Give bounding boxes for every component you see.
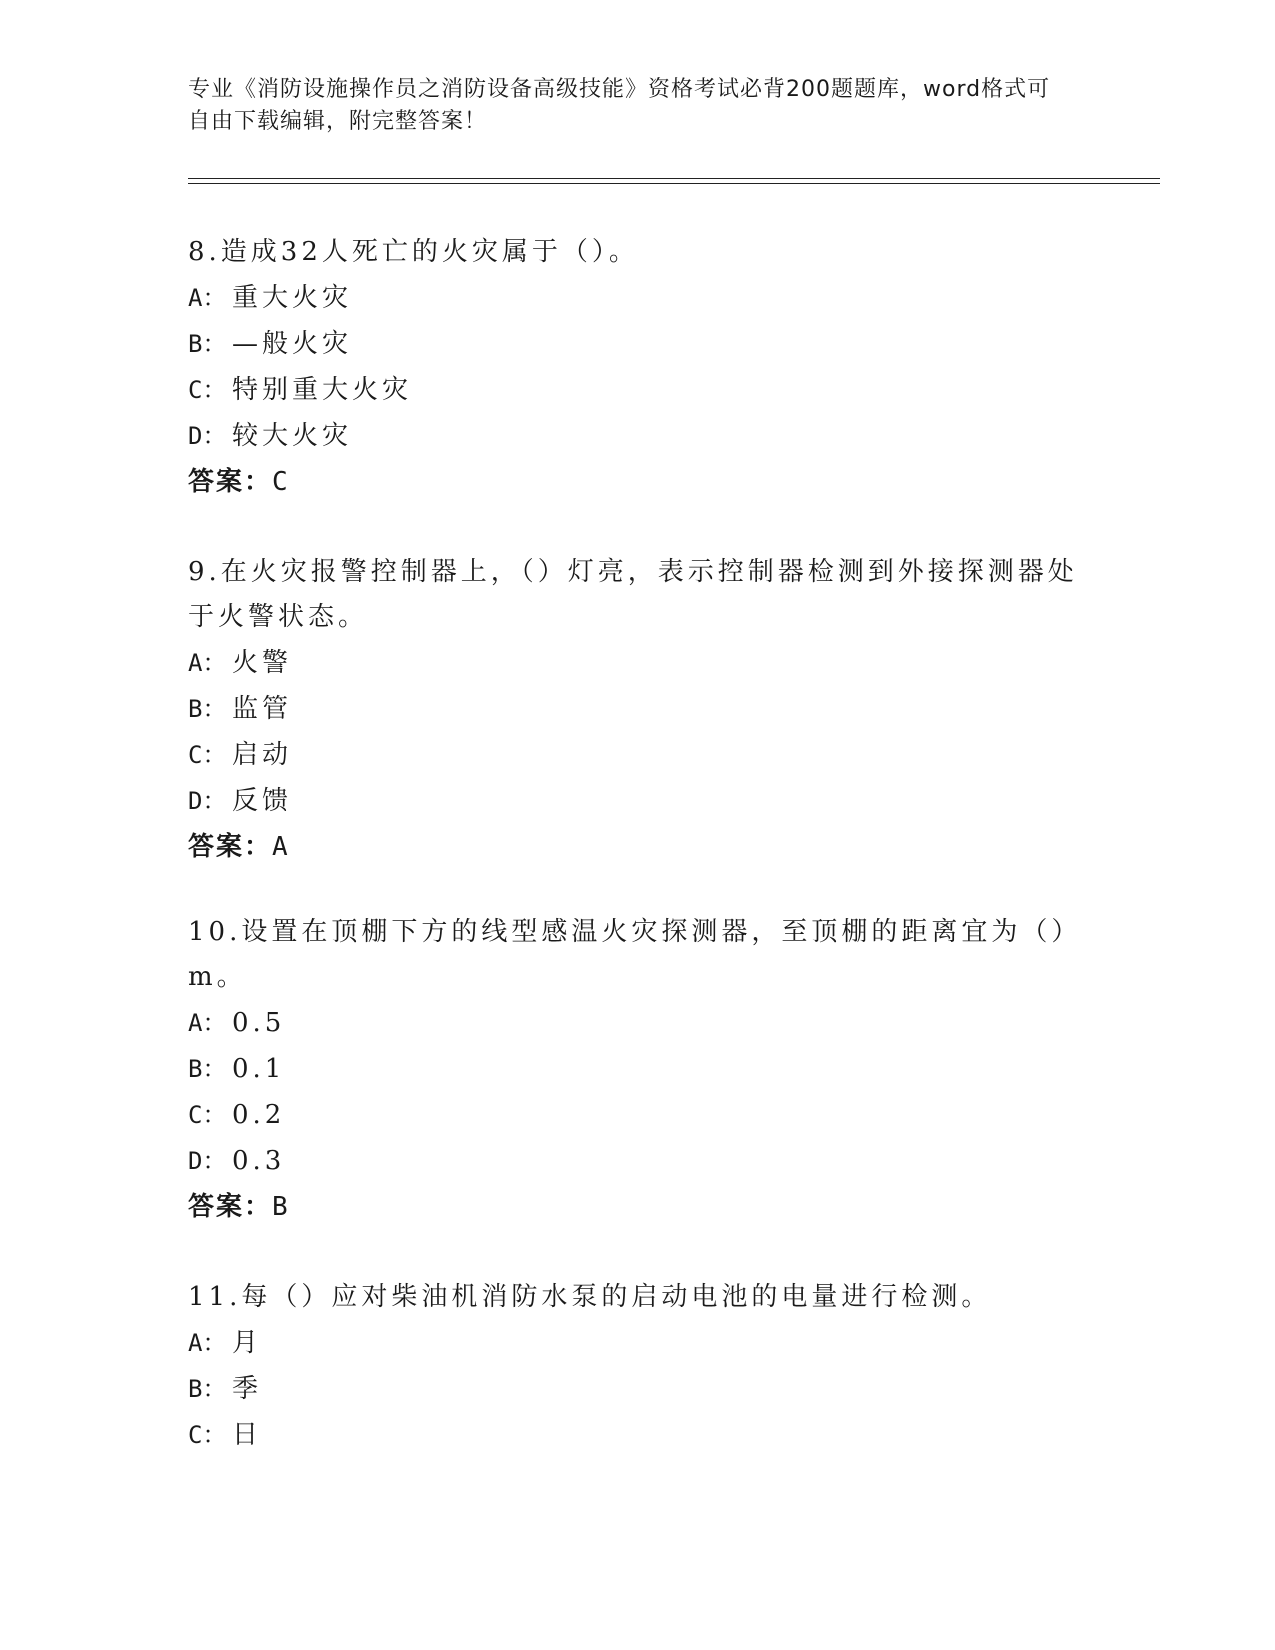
option-b: B： 季	[188, 1374, 263, 1404]
question-block	[188, 910, 1078, 1230]
answer-line: 答案：C	[188, 467, 288, 497]
option-b: B： 0.1	[188, 1054, 286, 1084]
option-c: C： 启动	[188, 740, 293, 770]
option-a: A： 月	[188, 1328, 263, 1358]
question-text: 9.在火灾报警控制器上，（）灯亮，表示控制器检测到外接探测器处于火警状态。	[188, 557, 1078, 632]
question-block	[188, 550, 1078, 870]
document-header: 专业《消防设施操作员之消防设备高级技能》资格考试必背200题题库，word格式可自由下载编辑，附完整答案！	[188, 77, 1051, 134]
header-divider-double	[188, 183, 1160, 184]
option-d: D： 反馈	[188, 786, 293, 816]
option-a: A： 火警	[188, 648, 293, 678]
option-c: C： 0.2	[188, 1100, 286, 1130]
option-b: B： 监管	[188, 694, 293, 724]
option-b: B： —般火灾	[188, 329, 353, 359]
option-a: A： 0.5	[188, 1008, 286, 1038]
question-text: 8.造成32人死亡的火灾属于（）。	[188, 237, 639, 267]
option-c: C： 日	[188, 1420, 263, 1450]
header-divider	[188, 178, 1160, 179]
question-text: 10.设置在顶棚下方的线型感温火灾探测器，至顶棚的距离宜为（）m。	[188, 917, 1069, 992]
answer-line: 答案：A	[188, 832, 288, 862]
question-block	[188, 1275, 1078, 1458]
answer-line: 答案：B	[188, 1192, 288, 1222]
option-d: D： 较大火灾	[188, 421, 353, 451]
question-text: 11.每（）应对柴油机消防水泵的启动电池的电量进行检测。	[188, 1282, 992, 1312]
option-d: D： 0.3	[188, 1146, 286, 1176]
option-a: A： 重大火灾	[188, 283, 353, 313]
option-c: C： 特别重大火灾	[188, 375, 413, 405]
question-block	[188, 230, 1078, 505]
